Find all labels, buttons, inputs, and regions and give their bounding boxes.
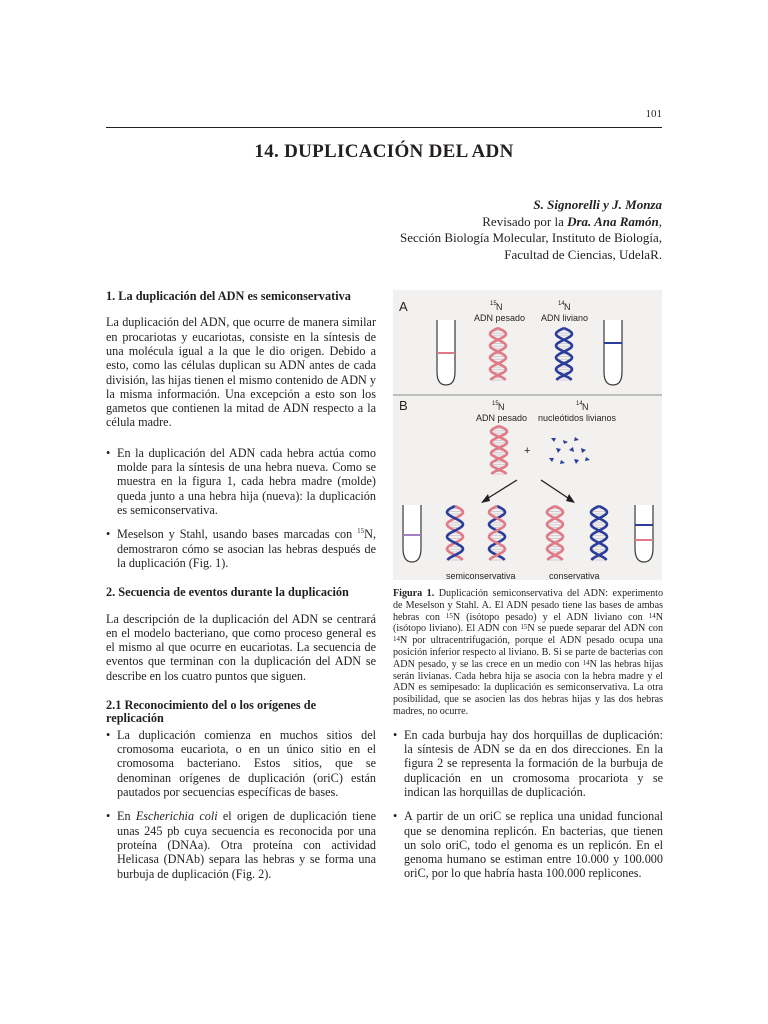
panel-b-label: B (399, 398, 408, 413)
section-1-heading: 1. La duplicación del ADN es semiconservativa (106, 289, 351, 303)
header-rule (106, 127, 662, 128)
heavy-n-b: N (498, 402, 505, 412)
heavy-isotope-a: 15 (490, 301, 497, 307)
arrow-left (485, 480, 517, 500)
caption-label: Figura 1. (393, 588, 435, 599)
light-dna-helix-a (556, 328, 572, 380)
hybrid-dna-helix-2 (489, 506, 505, 560)
test-tube-semiconservative (403, 505, 421, 562)
light-isotope-b: 14 (576, 401, 583, 407)
list-item: • La duplicación comienza en muchos sitios del cromosoma eucariota, o en un único sitio en el cromosoma bacteriano. Estos sitios, que se denominan orígenes de duplicación (oriC) están pautados por secuencias específicas de bases. (106, 728, 376, 799)
conservative-label: conservativa (549, 571, 600, 580)
meselson-stahl-diagram (393, 290, 662, 580)
arrow-right-head (566, 494, 575, 503)
list-item: • En cada burbuja hay dos horquillas de duplicación: la síntesis de ADN se da en dos direcciones. En la figura 2 se representa la formación de la burbuja de duplicación en un cromosoma procariota y se indican las horquillas de duplicación. (393, 728, 663, 799)
authors: S. Signorelli y J. Monza (533, 197, 662, 212)
species-name: Escherichia coli (135, 809, 218, 824)
heavy-isotope-b: 15 (492, 401, 499, 407)
semiconservative-label: semiconservativa (446, 571, 516, 580)
section-2-1-heading: 2.1 Reconocimiento del o los orígenes de replicación (106, 698, 317, 726)
daughter-dna-helix (591, 506, 607, 560)
heavy-n-a: N (496, 302, 503, 312)
section-2-heading: 2. Secuencia de eventos durante la duplicación (106, 585, 349, 600)
heavy-dna-helix-b (491, 426, 507, 474)
plus-sign: + (524, 445, 531, 457)
list-item: • Meselson y Stahl, usando bases marcadas con $^{15}$N, demostraron cómo se asocian las hebras después de la duplicación (Fig. 1). (106, 527, 376, 570)
arrow-right (541, 480, 571, 500)
section-1-list (106, 446, 376, 570)
section-1-paragraph: La duplicación del ADN, que ocurre de manera similar en procariotas y eucariotas, consiste en la síntesis de una molécula igual a la que le dio origen. Debido a esto, como las células duplican su ADN antes de cada división, las hijas tienen el mismo contenido de ADN y la misma información. Una excepción a esto son los gametos que contienen la mitad de ADN respecto a la célula madre. (106, 315, 376, 430)
heavy-dna-helix-a (490, 328, 506, 380)
light-isotope-a: 14 (558, 301, 565, 307)
page-number: 101 (645, 108, 662, 120)
arrow-left-head (481, 494, 490, 503)
left-column (106, 290, 376, 891)
figure-1 (393, 290, 662, 580)
section-2-1-list (106, 728, 376, 881)
heavy-label-a: ADN pesado (474, 313, 526, 323)
affiliation-line-2: Facultad de Ciencias, UdelaR. (504, 246, 662, 262)
light-label-a: ADN liviano (541, 313, 589, 323)
reviewer-name: Dra. Ana Ramón (567, 213, 659, 229)
light-nucleotides (549, 437, 590, 464)
parental-dna-helix (547, 506, 563, 560)
test-tube-light (604, 320, 622, 385)
section-2-paragraph: La descripción de la duplicación del ADN se centrará en el modelo bacteriano, que como proceso general es el mismo al que ocurre en eucariotas. La secuencia de eventos que terminan con la duplicación del ADN se describe en los cuatro puntos que siguen. (106, 611, 376, 683)
light-label-b: nucleótidos livianos (538, 413, 617, 423)
byline (400, 197, 662, 263)
hybrid-dna-helix-1 (447, 506, 463, 560)
heavy-label-b: ADN pesado (476, 413, 528, 423)
light-n-a: N (564, 302, 571, 312)
test-tube-conservative (635, 505, 653, 562)
light-n-b: N (582, 402, 589, 412)
chapter-title: 14. DUPLICACIÓN DEL ADN (254, 141, 514, 162)
right-column (393, 290, 663, 897)
list-item: • En Escherichia coli el origen de duplicación tiene unas 245 pb cuya secuencia es reconocida por una proteína (DNAa). Otra proteína con actividad Helicasa (DNAb) separa las hebras y se forma una burbuja de duplicación (Fig. 2). (106, 809, 376, 880)
list-item: • En la duplicación del ADN cada hebra actúa como molde para la síntesis de una hebra nueva. Como se muestra en la figura 1, cada hebra madre (molde) queda junto a una hebra hija (nueva): la duplicación es semiconservativa. (106, 446, 376, 517)
revised-by: Revisado por la Dra. Ana Ramón, (482, 213, 662, 229)
list-item: • A partir de un oriC se replica una unidad funcional que se denomina replicón. En bacterias, que tienen un solo oriC, todo el genoma es un replicón. En el genoma humano se estiman entre 10.000 y 100.000 oriC, por lo que habría hasta 100.000 replicones. (393, 809, 663, 880)
panel-a-label: A (399, 299, 408, 314)
affiliation-line-1: Sección Biología Molecular, Instituto de Biología, (400, 230, 662, 245)
dna-helices (447, 328, 607, 560)
figure-caption: Figura 1. Duplicación semiconservativa del ADN: experimento de Meselson y Stahl. A. El ADN pesado tiene las bases de ambas hebras con $^{15}$N (isótopo pesado) y el ADN liviano con $^{14}$N (isótopo liviano). El ADN con $^{15}$N se puede separar del ADN con $^{14}$N por ultracentrifugación, porque el ADN pesado ocupa una posición inferior respecto al liviano. B. Si se parte de bacterias con ADN pesado, y se las crece en un medio con $^{14}$N las hebras hijas serán livianas. Cada hebra hija se asocia con la hebra madre y el ADN es semipesado: la duplicación es semiconservativa. La otra posibilidad, que se asocien las dos hebras hijas y las dos hebras madres, no ocurre. (393, 588, 663, 717)
right-column-list (393, 728, 663, 881)
